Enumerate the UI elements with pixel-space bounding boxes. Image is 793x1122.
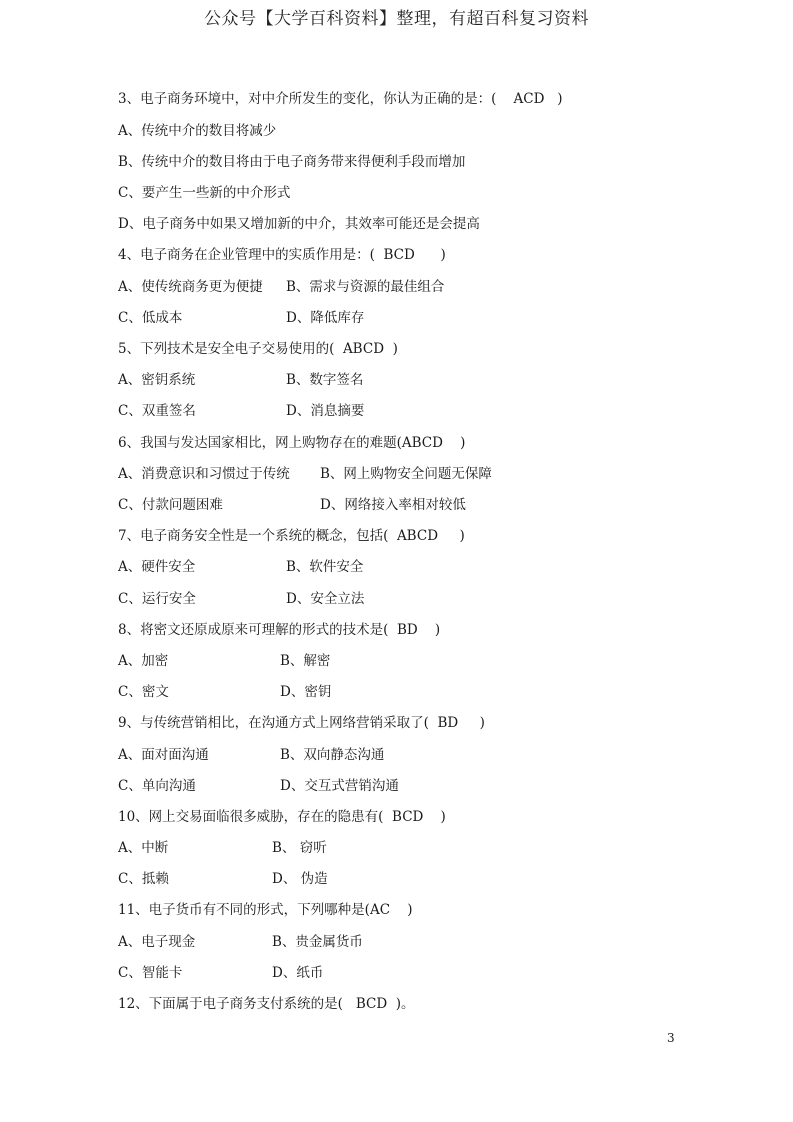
option-right: B、软件安全 xyxy=(286,559,364,575)
option-line xyxy=(118,496,466,514)
option-right: B、解密 xyxy=(280,653,331,669)
option-left: C、低成本 xyxy=(118,310,183,326)
option-left: C、单向沟通 xyxy=(118,778,196,794)
question-line: 12、下面属于电子商务支付系统的是( BCD )。 xyxy=(118,996,415,1012)
option-line xyxy=(118,933,363,951)
option-left: A、加密 xyxy=(118,653,169,669)
option-right: D、纸币 xyxy=(272,965,324,981)
option-left: C、抵赖 xyxy=(118,871,169,887)
option-right: B、贵金属货币 xyxy=(272,934,363,950)
page-header: 公众号【大学百科资料】整理，有超百科复习资料 xyxy=(204,9,589,29)
option-left: A、使传统商务更为便捷 xyxy=(118,279,263,295)
question-line: 10、网上交易面临很多威胁，存在的隐患有( BCD ) xyxy=(118,809,446,825)
question-line: 3、电子商务环境中，对中介所发生的变化，你认为正确的是：( ACD ) xyxy=(118,91,563,107)
option-right: D、降低库存 xyxy=(286,310,365,326)
question-line: 8、将密文还原成原来可理解的形式的技术是( BD ) xyxy=(118,622,441,638)
question-line: 4、电子商务在企业管理中的实质作用是：( BCD ) xyxy=(118,247,446,263)
option-left: C、智能卡 xyxy=(118,965,183,981)
question-line: B、传统中介的数目将由于电子商务带来得便利手段而增加 xyxy=(118,154,466,170)
option-line xyxy=(118,839,327,857)
question-line: 5、下列技术是安全电子交易使用的( ABCD ) xyxy=(118,341,398,357)
question-line: A、传统中介的数目将减少 xyxy=(118,123,277,139)
option-line xyxy=(118,558,363,576)
option-right: B、需求与资源的最佳组合 xyxy=(286,279,445,295)
option-line xyxy=(118,652,330,670)
option-line xyxy=(118,402,364,420)
option-right: D、交互式营销沟通 xyxy=(280,778,399,794)
option-left: C、运行安全 xyxy=(118,591,196,607)
option-left: A、电子现金 xyxy=(118,934,196,950)
option-right: D、消息摘要 xyxy=(286,403,365,419)
option-line xyxy=(118,870,328,888)
question-line: 6、我国与发达国家相比，网上购物存在的难题(ABCD ) xyxy=(118,435,466,451)
question-line: 9、与传统营销相比，在沟通方式上网络营销采取了( BD ) xyxy=(118,715,485,731)
option-left: A、硬件安全 xyxy=(118,559,196,575)
option-left: C、密文 xyxy=(118,684,169,700)
option-line xyxy=(118,964,323,982)
option-right: D、安全立法 xyxy=(286,591,365,607)
question-line: 7、电子商务安全性是一个系统的概念，包括( ABCD ) xyxy=(118,528,465,544)
page-number: 3 xyxy=(667,1031,675,1045)
option-line xyxy=(118,590,364,608)
option-right: D、 伪造 xyxy=(272,871,328,887)
option-right: B、数字签名 xyxy=(286,372,364,388)
option-right: D、网络接入率相对较低 xyxy=(320,497,466,513)
option-left: A、密钥系统 xyxy=(118,372,196,388)
option-right: B、双向静态沟通 xyxy=(280,747,385,763)
option-line xyxy=(118,371,363,389)
option-right: D、密钥 xyxy=(280,684,332,700)
option-left: A、面对面沟通 xyxy=(118,747,209,763)
option-line xyxy=(118,683,331,701)
option-line xyxy=(118,278,444,296)
option-left: A、消费意识和习惯过于传统 xyxy=(118,466,290,482)
option-line xyxy=(118,777,399,795)
option-left: C、付款问题困难 xyxy=(118,497,223,513)
option-line xyxy=(118,465,492,483)
option-line xyxy=(118,746,384,764)
option-line xyxy=(118,309,364,327)
option-left: A、中断 xyxy=(118,840,169,856)
question-line: C、要产生一些新的中介形式 xyxy=(118,185,291,201)
option-left: C、双重签名 xyxy=(118,403,196,419)
question-line: 11、电子货币有不同的形式，下列哪种是(AC ) xyxy=(118,902,413,918)
option-right: B、 窃听 xyxy=(272,840,327,856)
question-line: D、电子商务中如果又增加新的中介，其效率可能还是会提高 xyxy=(118,216,480,232)
option-right: B、网上购物安全问题无保障 xyxy=(320,466,492,482)
